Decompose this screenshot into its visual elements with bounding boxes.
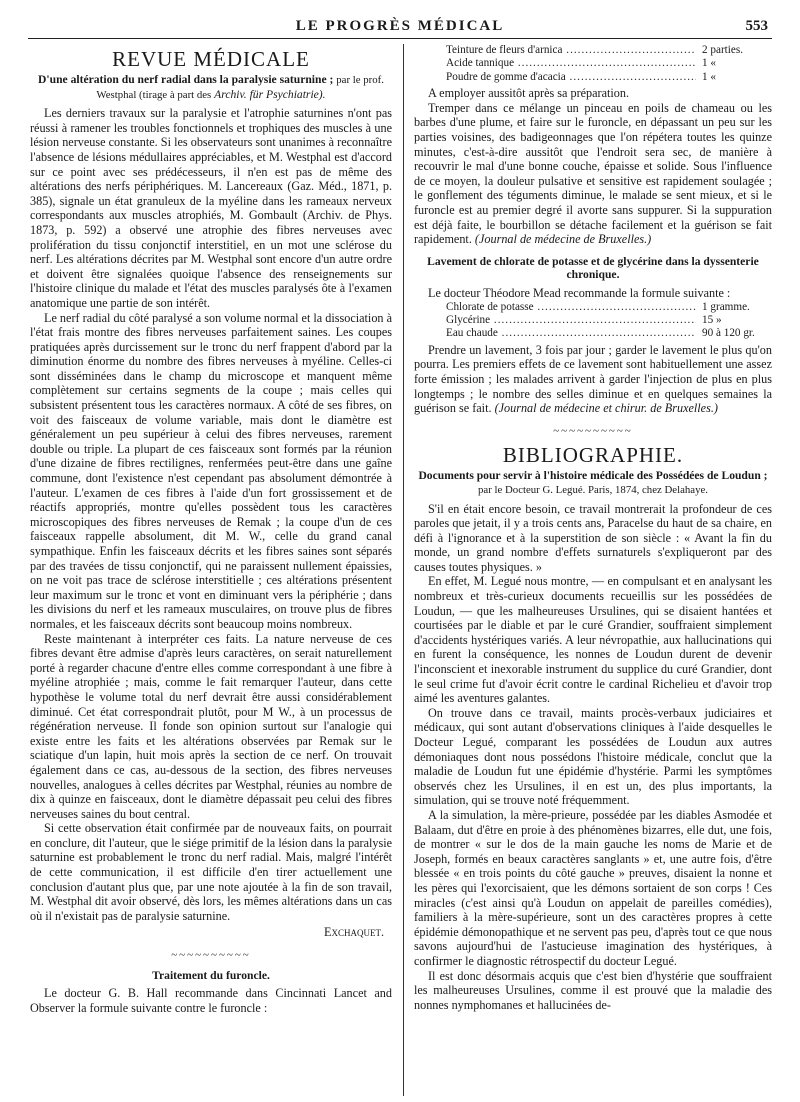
article-byline: par le prof. Westphal (tirage à part des: [96, 74, 384, 101]
paragraph: Le nerf radial du côté paralysé a son volume normal et la dissociation à l'état frais montre des fibres nerveuses parfaitement saines. Les coupes pratiquées après durcissement sur le tronc du nerf frappent d'abord par la diminution énorme du nombre des fibres nerveuses à myéline. Celles-ci sont disséminées dans le champ du microscope et manquent même complètement sur certains segments de la coupe ; mais celles qui subsistent présentent tous les caractères normaux. A côté de ses fibres, on voit des faisceaux de volume variable, mais dont le diamètre est généralement un peu supérieur à celui des fibres nerveuses, rarement double ou triple. La plupart de ces faisceaux sont formés par la réunion d'une dizaine de fibres rectilignes, renfermées peut-être dans une gaîne commune, dont l'existence n'est cependant pas absolument démontrée à l'auteur. L'examen de ces fibres à l'aide d'un fort grossissement et de réactifs appropriés, montre qu'elles possèdent tous les caractères microscopiques des fibres nerveuses de Remak ; la coupe d'un de ces faisceaux rappelle absolument, dit M. W., celle du grand canal sympathique. Enfin les faisceaux décrits et les fibres saines sont séparés par des travées de tissu conjonctif, qui ne paraissent nullement épaissies, on ne voit pas trace de sclérose interstitielle ; ces altérations présentent leur maximum sur le tronc et vont en diminuant vers la périphérie ; dans les divisions du nerf et les rameaux musculaires, on trouve plus de fibres normales, et les faisceaux décrits sont beaucoup moins nombreux.: [30, 310, 392, 631]
formula-row: [446, 327, 766, 340]
article-title-text: D'une altération du nerf radial dans la paralysie saturnine ;: [38, 73, 334, 86]
formula-ingredient: Glycérine .....: [446, 314, 696, 327]
section-heading-bibliographie: BIBLIOGRAPHIE.: [502, 443, 684, 468]
formula-ingredient: Poudre de gomme d'acacia .....: [446, 71, 696, 84]
author-signature: Exchaquet.: [324, 925, 384, 940]
section-heading-revue: REVUE MÉDICALE: [112, 47, 310, 71]
paragraph: On trouve dans ce travail, maints procès-verbaux judiciaires et médicaux, qui sont autant d'observations cliniques à l'aide desquelles le Docteur Legué, comparant les possédées de Loudun aux autres démoniaques dont nous possédons l'histoire médicale, conclut que la maladie de Loudun fut une épidémie d'hystérie. Parmi les symptômes observés chez les Ursulines, il en est un, des plus importants, la simulation, qui se trouve noté fréquemment.: [414, 705, 772, 808]
formula-row: [446, 301, 766, 314]
formula-row: [446, 44, 766, 57]
formula-quantity: 90 à 120 gr.: [702, 327, 755, 340]
formula-row: [446, 71, 766, 84]
formula-quantity: 1 gramme.: [702, 300, 750, 313]
article-title-furoncle: Traitement du furoncle.: [152, 968, 270, 982]
paragraph: Le docteur G. B. Hall recommande dans Cincinnati Lancet and Observer la formule suivante contre le furoncle :: [30, 986, 392, 1015]
paragraph-text: Tremper dans ce mélange un pinceau en poils de chameau ou les barbes d'une plume, et faire sur le furoncle, en dépassant un peu sur les parties voisines, des badigeonnages que l'on répétera toutes les quinze minutes, c'est-à-dire aussitôt que l'endroit sera sec, de manière à recouvrir le mal d'une bonne couche, épaisse et solide. Sous l'influence de ce moyen, la douleur pulsative et sensitive est rapidement soulagée ; le gonflement des téguments diminue, le malade se sent mieux, et si le furoncle est au premier degré il avorte sans suppurer. Si la suppuration est déjà faite, le bourbillon se détache facilement et la guérison se fait rapidement.: [414, 100, 772, 247]
article-title-radial: [30, 73, 392, 102]
formula-ingredient: Teinture de fleurs d'arnica .....: [446, 44, 696, 57]
running-head: [28, 16, 772, 39]
article-source: Archiv. für Psychiatrie).: [214, 87, 326, 101]
formula-row: [446, 314, 766, 327]
article-source: (Journal de médecine et chirur. de Bruxelles.): [494, 401, 718, 416]
formula-row: [446, 57, 766, 70]
left-column: [30, 44, 392, 1096]
formula-lavement: [446, 301, 766, 341]
article-title-text: Documents pour servir à l'histoire médicale des Possédées de Loudun ;: [418, 469, 768, 483]
paragraph: A employer aussitôt après sa préparation.: [428, 86, 630, 101]
article-title-loudun: [414, 469, 772, 497]
formula-ingredient: Eau chaude .....: [446, 327, 696, 340]
formula-quantity: 15 »: [702, 313, 722, 326]
paragraph: Il est donc désormais acquis que c'est bien d'hystérie que souffraient les malheureuses Ursulines, comme il est prouvé que la maladie des nonnes nymphomanes et hallucinées de-: [414, 968, 772, 1012]
paragraph: Si cette observation était confirmée par de nouveaux faits, on pourrait en conclure, dit l'auteur, que le siége primitif de la lésion dans la paralysie saturnine est probablement le tronc du nerf radial. Mais, malgré l'intérêt de cette communication, il est difficile d'en tirer actuellement une conclusion d'autant plus que, par une note ajoutée à la fin de son travail, M. Westphal dit avoir observé, dès lors, les mêmes altérations dans un cas où il n'existait pas de paralysie saturnine.: [30, 821, 392, 923]
paragraph: S'il en était encore besoin, ce travail montrerait la profondeur de ces paroles que jetait, il y a trois cents ans, Paracelse du haut de sa chaire, en défi à l'ignorance et à la superstition de son siècle : « Avant la fin du monde, un grand nombre d'effets surnaturels s'expliqueront par des causes toutes physiques. »: [414, 501, 772, 574]
paragraph: En effet, M. Legué nous montre, — en compulsant et en analysant les nombreux et très-curieux documents recueillis sur les possédées de Loudun, — que les malheureuses Ursulines, qui se disaient hantées et courtisées par le diable et par le curé Grandier, souffraient simplement d'accidents hystériques variés. A leur névropathie, aux hallucinations qui en furent la conséquence, les nonnes de Loudun durent de devenir l'inconscient et inexorable instrument du supplice du curé Grandier, dont le seul crime fut d'avoir écrit contre le cardinal Richelieu et d'avoir trop aimé les aventures galantes.: [414, 574, 772, 706]
paragraph: Le docteur Théodore Mead recommande la formule suivante :: [428, 285, 731, 300]
formula-quantity: 1 «: [702, 57, 716, 70]
article-source: (Journal de médecine de Bruxelles.): [474, 232, 652, 247]
formula-ingredient: Acide tannique .....: [446, 57, 696, 70]
paragraph: Les derniers travaux sur la paralysie et l'atrophie saturnines n'ont pas réussi à ramener les troubles fonctionnels et trophiques des muscles à une lésion nerveuse constante. Si les observateurs sont unanimes à reconnaître l'absence de lésions médullaires appréciables, et M. Westphal est d'accord sur ce point avec ses prédécesseurs, il n'en est pas de même des altérations des nerfs périphériques. M. Lancereaux (Gaz. Méd., 1871, p. 385), signale un état granuleux de la myéline dans les rameaux nerveux correspondants aux muscles atrophiés, M. Gombault (Archiv. de Phys. 1873, p. 592) a observé une atrophie des fibres nerveuses avec prolifération du tissu conjonctif interstitiel, en un mot une sclérose du nerf. Les altérations décrites par M. Westphal sont encore d'un autre ordre et doivent être signalées quoique l'absence des renseignements sur l'histoire clinique du malade et l'état des muscles paralysés ôte à l'examen anatomique une partie de son intérêt.: [30, 106, 392, 310]
formula-quantity: 1 «: [702, 70, 716, 83]
paragraph: [414, 343, 772, 416]
paragraph: Reste maintenant à interpréter ces faits. La nature nerveuse de ces fibres devant être admise d'après leurs caractères, on serait naturellement porté à regarder chacune d'entre elles comme correspondant à une fibre à myéline atrophiée ; mais, comme le fait remarquer l'auteur, dans cette hypothèse le volume total du nerf devrait être aussi considérablement diminué. Cet état correspondrait plutôt, pour M W., à un processus de régénération nerveuse. Il fonde son opinion surtout sur l'analogie qui existe entre les faits et les altérations observées par Remak sur le sciatique d'un lapin, huit mois après la section de ce nerf. On trouvait également dans ce cas, au-dessous de la section, des fibres nerveuses nouvelles, analogues à celles décrites par Westphal, réunies au nombre de dix à quinze en faisceaux, dont le diamètre dépassait peu celui des fibres nerveuses saines du bout central.: [30, 631, 392, 821]
article-title-lavement: Lavement de chlorate de potasse et de glycérine dans la dyssenterie chronique.: [427, 254, 759, 282]
paragraph: [414, 101, 772, 247]
formula-quantity: 2 parties.: [702, 44, 744, 56]
formula-ingredient: Chlorate de potasse .....: [446, 301, 696, 314]
formula-furoncle: [446, 44, 766, 84]
paragraph: A la simulation, la mère-prieure, possédée par les diables Asmodée et Balaam, dut d'être en proie à des phénomènes bizarres, elle dut, une fois, de montrer « sur le dos de la main gauche les noms de Marie et de Joseph, formés en beaux caractères sanglants » et, une autre fois, d'être blessée « en trois points du côté gauche » preuves, disaient la nonne et les pères qui l'exorcisaient, que les démons sortaient de son corps ! Ces miracles (c'est ainsi qu'à Loudun on appelait de pareilles comédies), familiers à la mère-supérieure, sont un des caractères propres à cette épidémie démonopathique et ne servent pas peu, d'après tout ce que nous savons aujourd'hui de l'astucieuse imagination des hystériques, à confirmer le diagnostic rétrospectif du docteur Legué.: [414, 807, 772, 968]
journal-title: LE PROGRÈS MÉDICAL: [295, 18, 505, 34]
section-ornament: ~~~~~~~~~~: [171, 949, 251, 962]
section-ornament: ~~~~~~~~~~: [553, 424, 633, 437]
page-number: 553: [745, 18, 768, 34]
paragraph-text: Prendre un lavement, 3 fois par jour ; garder le lavement le plus qu'on pourra. Les premiers effets de ce lavement sont habituellement une assez forte émission ; les malades arrivent à garder l'injection de plus en plus longtemps ; le nombre des selles diminue et en quelques semaines la guérison se fait.: [414, 342, 772, 416]
article-byline: par le Docteur G. Legué. Paris, 1874, chez Delahaye.: [478, 483, 708, 496]
column-divider: [403, 44, 404, 1096]
right-column: [414, 44, 772, 1096]
